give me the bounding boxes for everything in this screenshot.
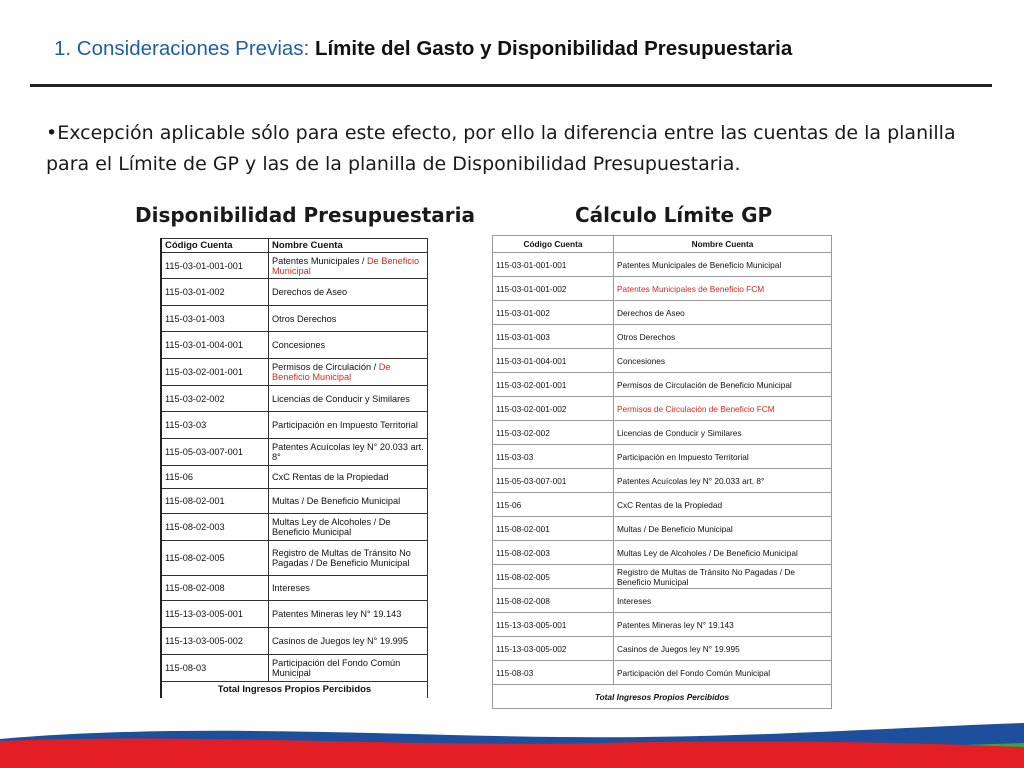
heading-disponibilidad: Disponibilidad Presupuestaria: [135, 203, 476, 227]
table-header-cell: Nombre Cuenta: [269, 239, 428, 253]
slide-title-main: Límite del Gasto y Disponibilidad Presupuestaria: [314, 37, 793, 60]
account-code-cell: 115-03-01-001-002: [493, 277, 614, 301]
account-name-cell: [269, 306, 428, 332]
heading-limite-gp: Cálculo Límite GP: [575, 203, 773, 227]
account-code-cell: 115-08-02-005: [161, 541, 269, 576]
account-name-text: Participación en Impuesto Territorial: [272, 420, 418, 430]
table-row: [161, 489, 428, 514]
slide-title: [54, 37, 792, 61]
account-name-cell: [269, 541, 428, 576]
account-code-cell: 115-03-01-004-001: [493, 349, 614, 373]
account-code-cell: 115-08-02-005: [493, 565, 614, 589]
bullet-text: •Excepción aplicable sólo para este efecto, por ello la diferencia entre las cuentas de la planilla para el Límite de GP y las de la planilla de Disponibilidad Presupuestaria.: [46, 122, 956, 175]
table-row: [161, 628, 428, 655]
total-label: Total Ingresos Propios Percibidos: [161, 682, 428, 699]
table-row: [161, 655, 428, 682]
table-row: [493, 397, 832, 421]
title-divider: [30, 84, 992, 87]
account-code-cell: 115-03-03: [161, 412, 269, 439]
account-code-cell: 115-08-02-003: [161, 514, 269, 541]
table-row: [493, 613, 832, 637]
account-code-cell: 115-03-01-002: [493, 301, 614, 325]
table-row: [493, 517, 832, 541]
account-code-cell: 115-13-03-005-002: [161, 628, 269, 655]
account-name-cell: Derechos de Aseo: [614, 301, 832, 325]
account-code-cell: 115-03-02-002: [161, 386, 269, 412]
table-row: [161, 332, 428, 359]
account-code-cell: 115-08-02-001: [493, 517, 614, 541]
account-code-cell: 115-03-02-002: [493, 421, 614, 445]
table-row: [493, 493, 832, 517]
account-name-text: CxC Rentas de la Propiedad: [272, 472, 389, 482]
account-name-red-text: De Beneficio Municipal: [272, 362, 391, 382]
account-name-cell: Licencias de Conducir y Similares: [614, 421, 832, 445]
account-name-cell: Registro de Multas de Tránsito No Pagadas / De Beneficio Municipal: [614, 565, 832, 589]
account-name-cell: Permisos de Circulación de Beneficio Municipal: [614, 373, 832, 397]
table-row: [493, 469, 832, 493]
account-code-cell: 115-03-01-003: [493, 325, 614, 349]
table-row: [161, 439, 428, 466]
table-row: [161, 576, 428, 601]
slide-title-prefix: 1. Consideraciones Previas:: [54, 37, 315, 60]
table-row: [161, 601, 428, 628]
account-name-cell: [269, 576, 428, 601]
table-row: [161, 386, 428, 412]
table-total-row: [161, 682, 428, 699]
table-row: [161, 514, 428, 541]
account-name-cell: [269, 489, 428, 514]
account-name-text: Patentes Mineras ley N° 19.143: [272, 609, 402, 619]
account-code-cell: 115-08-03: [161, 655, 269, 682]
table-header-cell: Nombre Cuenta: [614, 236, 832, 253]
table-row: [161, 412, 428, 439]
account-code-cell: 115-03-01-004-001: [161, 332, 269, 359]
table-row: [161, 359, 428, 386]
account-name-cell: Intereses: [614, 589, 832, 613]
account-code-cell: 115-06: [161, 466, 269, 489]
table-row: [493, 253, 832, 277]
account-name-cell: Permisos de Circulación de Beneficio FCM: [614, 397, 832, 421]
account-name-text: Patentes Municipales /: [272, 255, 367, 266]
account-code-cell: 115-13-03-005-002: [493, 637, 614, 661]
table-row: [493, 445, 832, 469]
account-code-cell: 115-03-01-001-001: [161, 253, 269, 279]
account-name-cell: [269, 279, 428, 306]
account-code-cell: 115-03-02-001-002: [493, 397, 614, 421]
table-row: [161, 306, 428, 332]
disponibilidad-table: [160, 238, 428, 698]
account-code-cell: 115-05-03-007-001: [161, 439, 269, 466]
table-row: [493, 541, 832, 565]
table-row: [493, 325, 832, 349]
account-code-cell: 115-08-02-003: [493, 541, 614, 565]
account-name-cell: [269, 412, 428, 439]
account-code-cell: 115-13-03-005-001: [161, 601, 269, 628]
account-name-text: Licencias de Conducir y Similares: [272, 393, 410, 404]
account-name-cell: Patentes Acuícolas ley N° 20.033 art. 8°: [614, 469, 832, 493]
account-name-cell: [269, 332, 428, 359]
table-header-row: [493, 236, 832, 253]
account-name-cell: Casinos de Juegos ley N° 19.995: [614, 637, 832, 661]
account-code-cell: 115-05-03-007-001: [493, 469, 614, 493]
account-name-cell: Otros Derechos: [614, 325, 832, 349]
table-row: [493, 661, 832, 685]
table-row: [493, 277, 832, 301]
account-name-text: Intereses: [272, 583, 310, 593]
account-name-cell: [269, 386, 428, 412]
table-row: [493, 349, 832, 373]
account-name-text: Registro de Multas de Tránsito No Pagadas / De Beneficio Municipal: [272, 548, 411, 568]
account-name-cell: [269, 628, 428, 655]
account-name-text: Concesiones: [272, 340, 326, 350]
table-row: [493, 301, 832, 325]
table-row: [161, 253, 428, 279]
account-name-cell: [269, 359, 428, 386]
account-name-cell: [269, 655, 428, 682]
table-row: [493, 373, 832, 397]
account-code-cell: 115-03-02-001-001: [493, 373, 614, 397]
account-code-cell: 115-03-01-002: [161, 279, 269, 306]
table-header-cell: Código Cuenta: [161, 239, 269, 253]
account-name-cell: Patentes Municipales de Beneficio Municipal: [614, 253, 832, 277]
account-name-text: Patentes Acuícolas ley N° 20.033 art. 8°: [272, 442, 424, 462]
account-code-cell: 115-06: [493, 493, 614, 517]
account-name-cell: Multas / De Beneficio Municipal: [614, 517, 832, 541]
account-name-text: Otros Derechos: [272, 313, 337, 324]
account-name-cell: [269, 253, 428, 279]
account-name-text: Permisos de Circulación /: [272, 362, 379, 372]
table-row: [161, 279, 428, 306]
account-code-cell: 115-08-03: [493, 661, 614, 685]
account-name-cell: [269, 466, 428, 489]
table-row: [493, 421, 832, 445]
account-name-text: Casinos de Juegos ley N° 19.995: [272, 636, 408, 646]
account-name-text: Multas / De Beneficio Municipal: [272, 496, 401, 506]
table-row: [161, 466, 428, 489]
account-name-cell: CxC Rentas de la Propiedad: [614, 493, 832, 517]
account-code-cell: 115-03-02-001-001: [161, 359, 269, 386]
table-header-row: [161, 239, 428, 253]
table-row: [493, 565, 832, 589]
table-row: [493, 589, 832, 613]
account-name-cell: Concesiones: [614, 349, 832, 373]
table-row: [493, 637, 832, 661]
account-name-text: Multas Ley de Alcoholes / De Beneficio Municipal: [272, 517, 391, 537]
account-name-text: Derechos de Aseo: [272, 287, 348, 297]
table-row: [161, 541, 428, 576]
account-name-cell: Multas Ley de Alcoholes / De Beneficio Municipal: [614, 541, 832, 565]
account-code-cell: 115-08-02-001: [161, 489, 269, 514]
account-name-cell: Patentes Municipales de Beneficio FCM: [614, 277, 832, 301]
account-code-cell: 115-08-02-008: [493, 589, 614, 613]
account-name-red-text: De Beneficio Municipal: [272, 255, 420, 276]
account-code-cell: 115-13-03-005-001: [493, 613, 614, 637]
account-name-cell: [269, 439, 428, 466]
footer-wave-decoration: [0, 713, 1024, 768]
account-name-cell: [269, 514, 428, 541]
account-code-cell: 115-08-02-008: [161, 576, 269, 601]
account-name-cell: Participación del Fondo Común Municipal: [614, 661, 832, 685]
account-code-cell: 115-03-01-001-001: [493, 253, 614, 277]
account-code-cell: 115-03-03: [493, 445, 614, 469]
account-name-cell: Patentes Mineras ley N° 19.143: [614, 613, 832, 637]
account-name-cell: [269, 601, 428, 628]
table-header-cell: Código Cuenta: [493, 236, 614, 253]
total-label: Total Ingresos Propios Percibidos: [493, 685, 832, 709]
table-total-row: [493, 685, 832, 709]
account-code-cell: 115-03-01-003: [161, 306, 269, 332]
account-name-cell: Participación en Impuesto Territorial: [614, 445, 832, 469]
account-name-text: Participación del Fondo Común Municipal: [272, 658, 401, 678]
limite-gp-table: [492, 235, 832, 709]
